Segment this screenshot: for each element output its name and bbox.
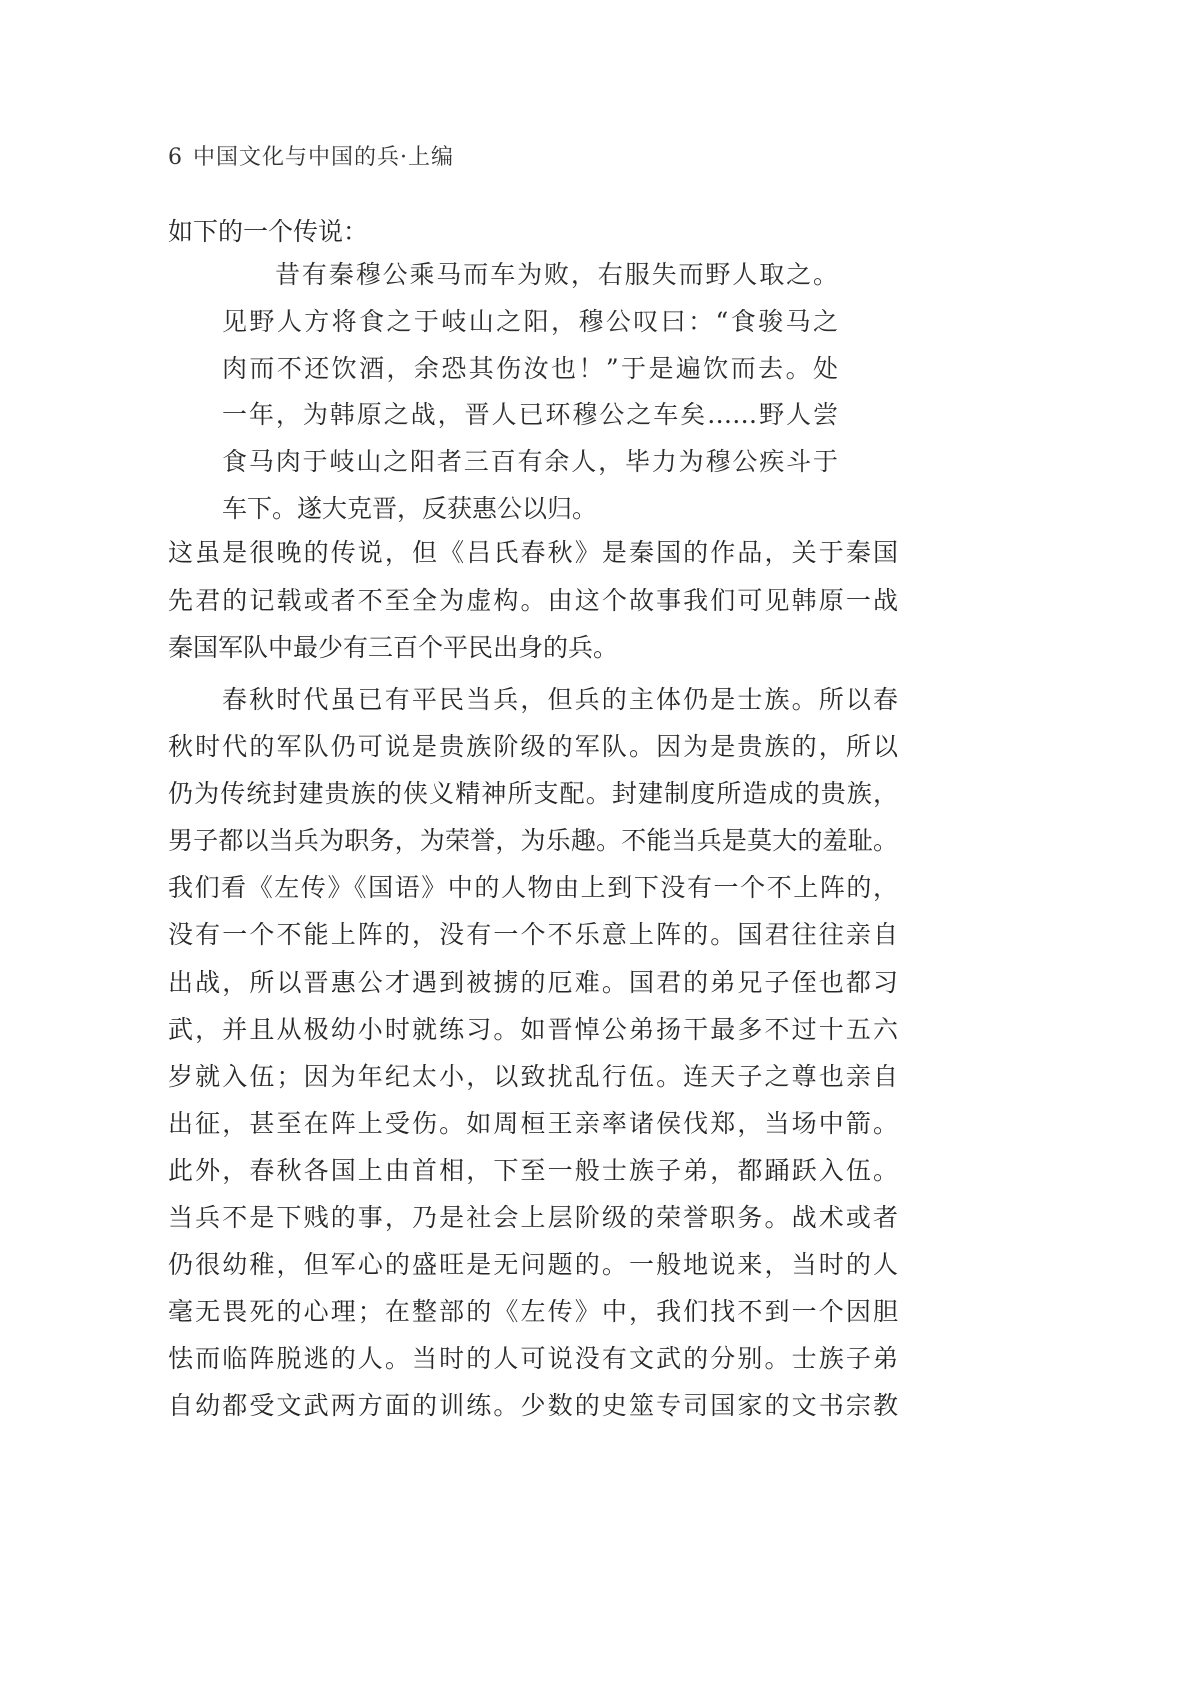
body-paragraph-1 xyxy=(168,529,898,672)
body-line: 岁就入伍；因为年纪太小，以致扰乱行伍。连天子之尊也亲自 xyxy=(168,1061,898,1091)
body-line: 当兵不是下贱的事，乃是社会上层阶级的荣誉职务。战术或者 xyxy=(168,1203,898,1233)
quote-line: 昔有秦穆公乘马而车为败，右服失而野人取之。 xyxy=(275,260,838,289)
body-line: 怯而临阵脱逃的人。当时的人可说没有文武的分别。士族子弟 xyxy=(168,1344,898,1374)
body-paragraph-2 xyxy=(168,676,898,1430)
body-line: 先君的记载或者不至全为虚构。由这个故事我们可见韩原一战 xyxy=(168,585,898,615)
block-quote xyxy=(222,252,838,533)
quote-line: 车下。遂大克晋，反获惠公以归。 xyxy=(222,493,598,523)
body-line: 毫无畏死的心理；在整部的《左传》中，我们找不到一个因胆 xyxy=(168,1297,898,1327)
body-line: 秋时代的军队仍可说是贵族阶级的军队。因为是贵族的，所以 xyxy=(168,732,898,762)
running-header xyxy=(168,143,454,173)
quote-line: 食马肉于岐山之阳者三百有余人，毕力为穆公疾斗于 xyxy=(222,447,838,477)
body-line: 我们看《左传》《国语》中的人物由上到下没有一个不上阵的， xyxy=(168,873,898,903)
running-title: 中国文化与中国的兵·上编 xyxy=(193,145,454,170)
body-line: 男子都以当兵为职务，为荣誉，为乐趣。不能当兵是莫大的羞耻。 xyxy=(168,826,898,856)
body-line: 武，并且从极幼小时就练习。如晋悼公弟扬干最多不过十五六 xyxy=(168,1014,898,1044)
body-line: 出战，所以晋惠公才遇到被掳的厄难。国君的弟兄子侄也都习 xyxy=(168,967,898,997)
body-line: 这虽是很晚的传说，但《吕氏春秋》是秦国的作品，关于秦国 xyxy=(168,538,898,567)
body-line: 出征，甚至在阵上受伤。如周桓王亲率诸侯伐郑，当场中箭。 xyxy=(168,1108,898,1138)
body-line: 仍很幼稚，但军心的盛旺是无问题的。一般地说来，当时的人 xyxy=(168,1250,898,1280)
body-line: 没有一个不能上阵的，没有一个不乐意上阵的。国君往往亲自 xyxy=(168,920,898,950)
quote-line: 一年，为韩原之战，晋人已环穆公之车矣……野人尝 xyxy=(222,400,838,430)
body-line: 秦国军队中最少有三百个平民出身的兵。 xyxy=(168,633,619,662)
body-line: 春秋时代虽已有平民当兵，但兵的主体仍是士族。所以春 xyxy=(222,685,898,714)
page-number: 6 xyxy=(168,145,183,170)
body-line: 此外，春秋各国上由首相，下至一般士族子弟，都踊跃入伍。 xyxy=(168,1155,898,1185)
body-line: 仍为传统封建贵族的侠义精神所支配。封建制度所造成的贵族， xyxy=(168,779,898,809)
quote-line: 肉而不还饮酒，余恐其伤汝也！”于是遍饮而去。处 xyxy=(222,353,838,383)
intro-text: 如下的一个传说： xyxy=(168,217,369,246)
body-line: 自幼都受文武两方面的训练。少数的史筮专司国家的文书宗教 xyxy=(168,1391,898,1421)
quote-line: 见野人方将食之于岐山之阳，穆公叹曰：“食骏马之 xyxy=(222,306,838,336)
